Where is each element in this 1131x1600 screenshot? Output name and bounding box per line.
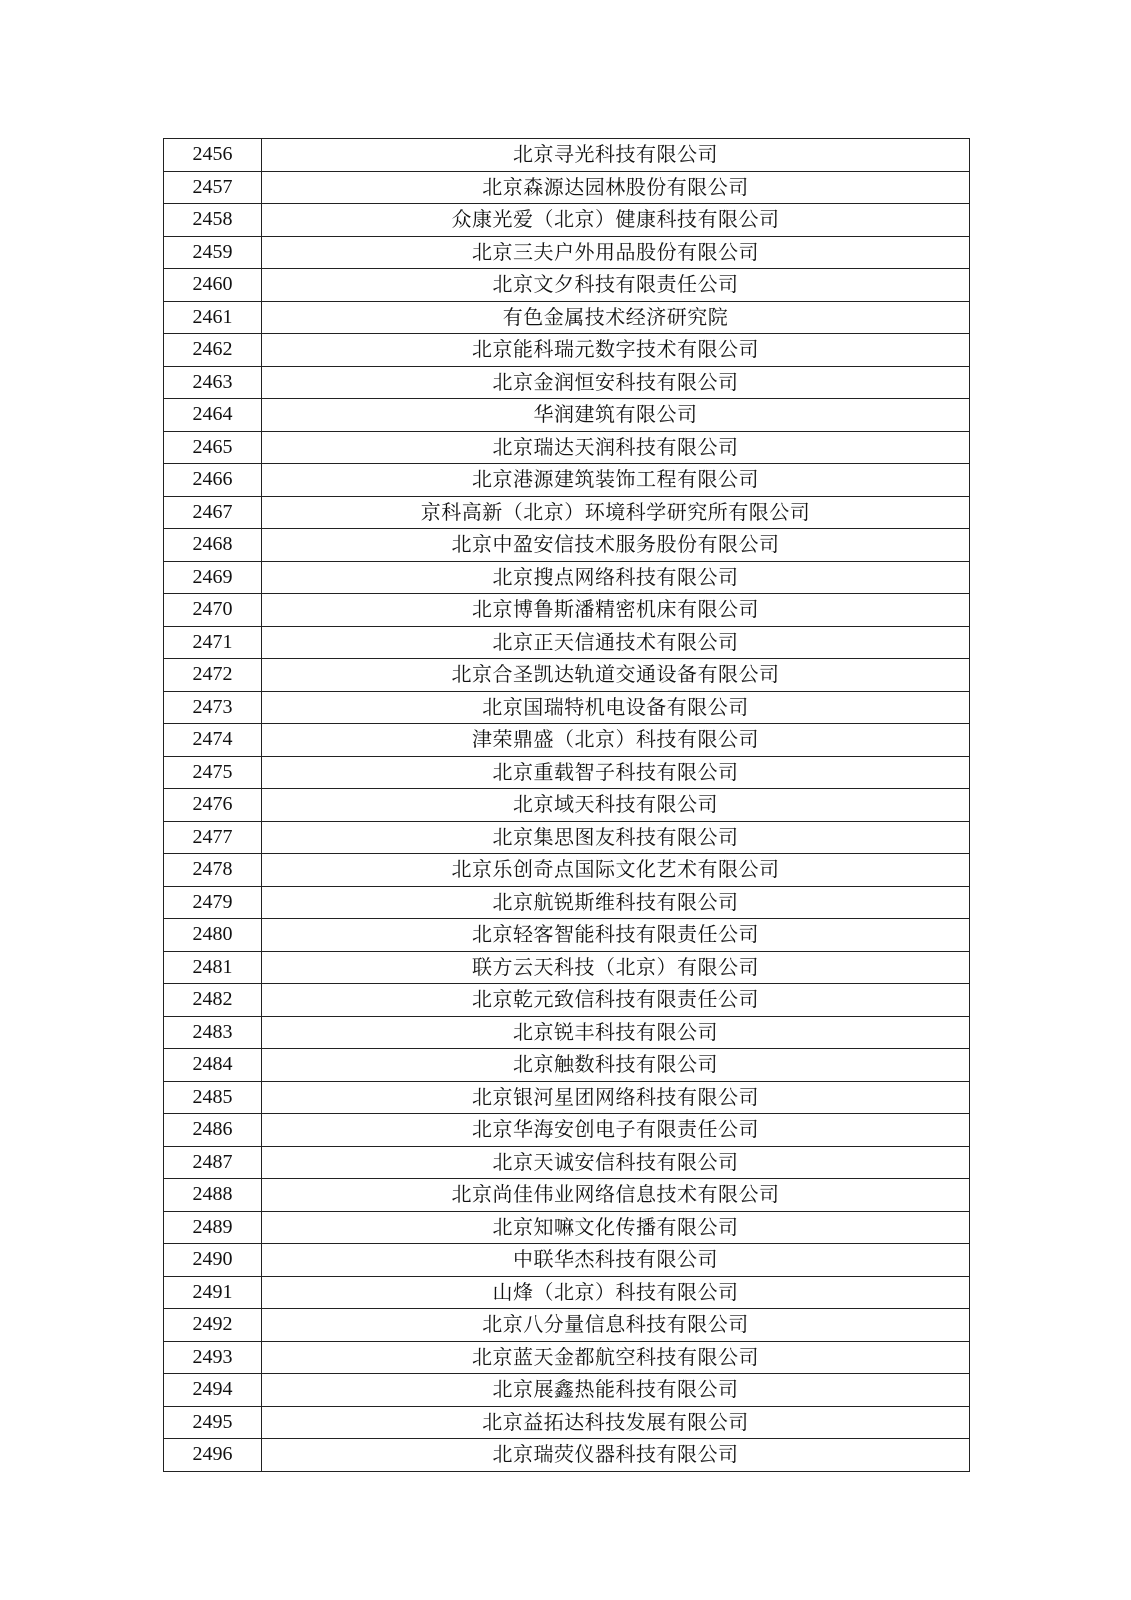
- table-row: [164, 1374, 970, 1407]
- company-name-cell: 北京轻客智能科技有限责任公司: [262, 919, 970, 952]
- table-row: [164, 431, 970, 464]
- company-name-cell: 北京能科瑞元数字技术有限公司: [262, 334, 970, 367]
- company-name-cell: 北京益拓达科技发展有限公司: [262, 1406, 970, 1439]
- table-row: [164, 659, 970, 692]
- company-name-cell: 北京金润恒安科技有限公司: [262, 366, 970, 399]
- row-number-cell: 2477: [164, 821, 262, 854]
- company-name-cell: 北京重载智子科技有限公司: [262, 756, 970, 789]
- row-number-cell: 2492: [164, 1309, 262, 1342]
- table-row: [164, 1179, 970, 1212]
- company-list-body: [164, 139, 970, 1472]
- company-name-cell: 北京瑞荧仪器科技有限公司: [262, 1439, 970, 1472]
- company-name-cell: 北京触数科技有限公司: [262, 1049, 970, 1082]
- table-row: [164, 269, 970, 302]
- company-name-cell: 北京合圣凯达轨道交通设备有限公司: [262, 659, 970, 692]
- table-row: [164, 594, 970, 627]
- row-number-cell: 2463: [164, 366, 262, 399]
- row-number-cell: 2464: [164, 399, 262, 432]
- company-name-cell: 联方云天科技（北京）有限公司: [262, 951, 970, 984]
- company-name-cell: 北京银河星团网络科技有限公司: [262, 1081, 970, 1114]
- row-number-cell: 2458: [164, 204, 262, 237]
- row-number-cell: 2494: [164, 1374, 262, 1407]
- row-number-cell: 2478: [164, 854, 262, 887]
- table-row: [164, 1244, 970, 1277]
- row-number-cell: 2481: [164, 951, 262, 984]
- company-name-cell: 华润建筑有限公司: [262, 399, 970, 432]
- row-number-cell: 2480: [164, 919, 262, 952]
- company-name-cell: 山烽（北京）科技有限公司: [262, 1276, 970, 1309]
- table-row: [164, 236, 970, 269]
- row-number-cell: 2459: [164, 236, 262, 269]
- company-name-cell: 北京港源建筑装饰工程有限公司: [262, 464, 970, 497]
- table-row: [164, 1114, 970, 1147]
- row-number-cell: 2469: [164, 561, 262, 594]
- company-name-cell: 中联华杰科技有限公司: [262, 1244, 970, 1277]
- company-name-cell: 北京展鑫热能科技有限公司: [262, 1374, 970, 1407]
- table-row: [164, 854, 970, 887]
- table-row: [164, 919, 970, 952]
- table-row: [164, 171, 970, 204]
- table-row: [164, 1341, 970, 1374]
- row-number-cell: 2495: [164, 1406, 262, 1439]
- company-list-table: [163, 138, 970, 1472]
- row-number-cell: 2461: [164, 301, 262, 334]
- company-name-cell: 北京搜点网络科技有限公司: [262, 561, 970, 594]
- row-number-cell: 2460: [164, 269, 262, 302]
- table-row: [164, 1049, 970, 1082]
- table-row: [164, 334, 970, 367]
- company-name-cell: 北京国瑞特机电设备有限公司: [262, 691, 970, 724]
- row-number-cell: 2483: [164, 1016, 262, 1049]
- company-name-cell: 北京乾元致信科技有限责任公司: [262, 984, 970, 1017]
- table-row: [164, 756, 970, 789]
- row-number-cell: 2462: [164, 334, 262, 367]
- row-number-cell: 2457: [164, 171, 262, 204]
- company-name-cell: 北京尚佳伟业网络信息技术有限公司: [262, 1179, 970, 1212]
- table-row: [164, 984, 970, 1017]
- company-name-cell: 北京文夕科技有限责任公司: [262, 269, 970, 302]
- company-name-cell: 北京知嘛文化传播有限公司: [262, 1211, 970, 1244]
- table-row: [164, 464, 970, 497]
- row-number-cell: 2488: [164, 1179, 262, 1212]
- table-row: [164, 139, 970, 172]
- company-name-cell: 北京寻光科技有限公司: [262, 139, 970, 172]
- company-name-cell: 众康光爱（北京）健康科技有限公司: [262, 204, 970, 237]
- company-name-cell: 北京蓝天金都航空科技有限公司: [262, 1341, 970, 1374]
- row-number-cell: 2475: [164, 756, 262, 789]
- company-name-cell: 北京华海安创电子有限责任公司: [262, 1114, 970, 1147]
- row-number-cell: 2489: [164, 1211, 262, 1244]
- company-name-cell: 北京域天科技有限公司: [262, 789, 970, 822]
- row-number-cell: 2486: [164, 1114, 262, 1147]
- table-row: [164, 626, 970, 659]
- row-number-cell: 2487: [164, 1146, 262, 1179]
- company-name-cell: 北京乐创奇点国际文化艺术有限公司: [262, 854, 970, 887]
- row-number-cell: 2476: [164, 789, 262, 822]
- table-row: [164, 1406, 970, 1439]
- table-row: [164, 724, 970, 757]
- table-row: [164, 529, 970, 562]
- row-number-cell: 2471: [164, 626, 262, 659]
- table-row: [164, 821, 970, 854]
- company-name-cell: 津荣鼎盛（北京）科技有限公司: [262, 724, 970, 757]
- table-row: [164, 301, 970, 334]
- company-name-cell: 北京航锐斯维科技有限公司: [262, 886, 970, 919]
- company-name-cell: 京科高新（北京）环境科学研究所有限公司: [262, 496, 970, 529]
- row-number-cell: 2465: [164, 431, 262, 464]
- company-name-cell: 北京正天信通技术有限公司: [262, 626, 970, 659]
- company-name-cell: 北京博鲁斯潘精密机床有限公司: [262, 594, 970, 627]
- table-row: [164, 1016, 970, 1049]
- table-row: [164, 691, 970, 724]
- table-row: [164, 1081, 970, 1114]
- table-row: [164, 561, 970, 594]
- company-name-cell: 北京天诚安信科技有限公司: [262, 1146, 970, 1179]
- row-number-cell: 2493: [164, 1341, 262, 1374]
- row-number-cell: 2456: [164, 139, 262, 172]
- table-row: [164, 496, 970, 529]
- table-row: [164, 1276, 970, 1309]
- table-row: [164, 366, 970, 399]
- table-row: [164, 886, 970, 919]
- table-row: [164, 399, 970, 432]
- table-row: [164, 1309, 970, 1342]
- company-name-cell: 北京中盈安信技术服务股份有限公司: [262, 529, 970, 562]
- row-number-cell: 2472: [164, 659, 262, 692]
- row-number-cell: 2468: [164, 529, 262, 562]
- row-number-cell: 2490: [164, 1244, 262, 1277]
- row-number-cell: 2473: [164, 691, 262, 724]
- table-row: [164, 204, 970, 237]
- table-row: [164, 951, 970, 984]
- row-number-cell: 2467: [164, 496, 262, 529]
- row-number-cell: 2470: [164, 594, 262, 627]
- row-number-cell: 2482: [164, 984, 262, 1017]
- row-number-cell: 2479: [164, 886, 262, 919]
- row-number-cell: 2496: [164, 1439, 262, 1472]
- company-name-cell: 北京瑞达天润科技有限公司: [262, 431, 970, 464]
- table-row: [164, 1439, 970, 1472]
- row-number-cell: 2466: [164, 464, 262, 497]
- table-row: [164, 1146, 970, 1179]
- company-name-cell: 北京集思图友科技有限公司: [262, 821, 970, 854]
- company-name-cell: 北京三夫户外用品股份有限公司: [262, 236, 970, 269]
- row-number-cell: 2484: [164, 1049, 262, 1082]
- row-number-cell: 2491: [164, 1276, 262, 1309]
- company-name-cell: 北京森源达园林股份有限公司: [262, 171, 970, 204]
- company-name-cell: 北京锐丰科技有限公司: [262, 1016, 970, 1049]
- row-number-cell: 2474: [164, 724, 262, 757]
- table-row: [164, 1211, 970, 1244]
- row-number-cell: 2485: [164, 1081, 262, 1114]
- table-row: [164, 789, 970, 822]
- company-name-cell: 有色金属技术经济研究院: [262, 301, 970, 334]
- company-name-cell: 北京八分量信息科技有限公司: [262, 1309, 970, 1342]
